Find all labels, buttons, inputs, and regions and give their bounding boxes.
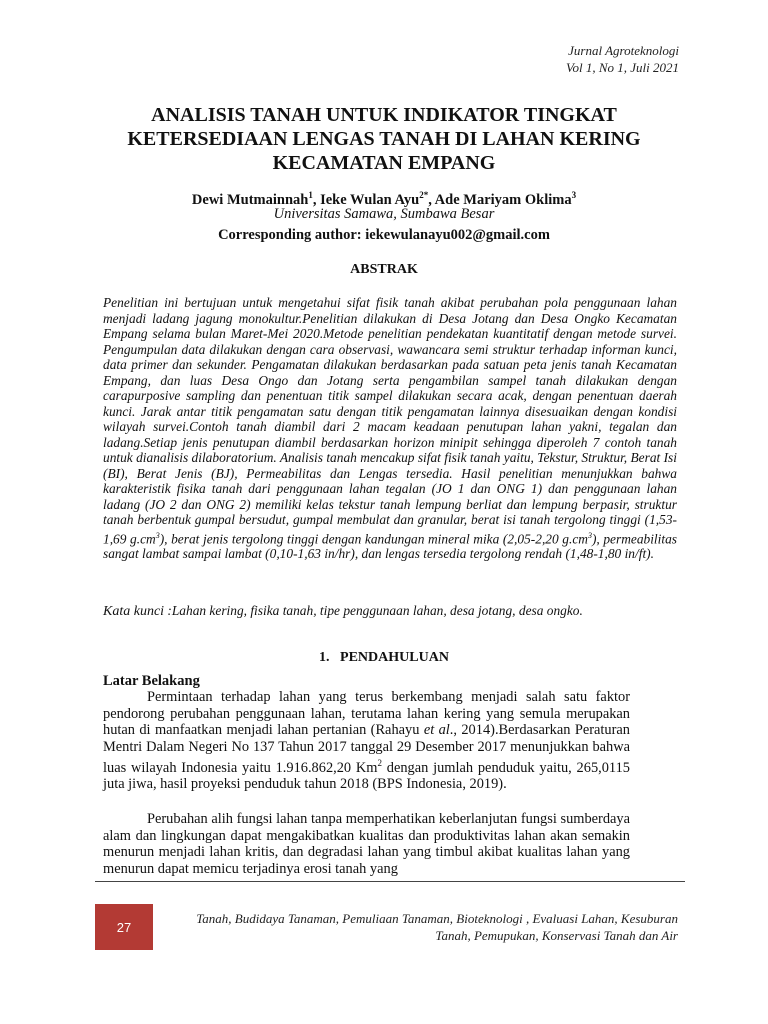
author-affil-mark: 1 (308, 190, 313, 200)
author-affil-mark: 3 (571, 190, 577, 200)
section-heading: 1. PENDAHULUAN (319, 650, 449, 665)
author-name: Ade Mariyam Oklima (434, 191, 572, 208)
keywords (103, 603, 677, 620)
paragraph-italic: et al (423, 722, 450, 738)
abstract-part: ), berat jenis tergolong tinggi dengan kandungan mineral mika (2,05-2,20 g.cm (159, 530, 588, 546)
abstract-heading: ABSTRAK (350, 262, 418, 277)
footer-topics (158, 910, 678, 944)
paragraph-part: dengan jumlah penduduk yaitu, 265,0115 juta jiwa, hasil proyeksi penduduk tahun 2018 (BPS Indonesia, 2019). (103, 759, 630, 793)
title-line: KECAMATAN EMPANG (272, 152, 496, 174)
subsection-heading: Latar Belakang (103, 673, 200, 689)
keywords-text: :Lahan kering, fisika tanah, tipe penggunaan lahan, desa jotang, desa ongko. (164, 603, 583, 618)
superscript: 3 (155, 530, 160, 540)
keywords-label: Kata kunci (103, 604, 165, 619)
author-separator: , (312, 191, 321, 208)
paragraph-part: Permintaan terhadap lahan yang terus berkembang menjadi salah satu faktor pendorong perubahan penggunaan lahan, terutama lahan kering yang semula merupakan hutan di manfaatkan menjadi lahan pertanian (Rahayu (103, 689, 630, 738)
paragraph-part: ., 2014).Berdasarkan Peraturan Mentri Dalam Negeri No 137 Tahun 2017 tanggal 29 Desember 2017 menunjukkan bahwa luas wilayah Indonesia yaitu 1.916.862,20 Km (103, 722, 630, 776)
page-number-box (95, 904, 153, 950)
abstract-part: ), permeabilitas sangat lambat sampai lambat (0,10-1,63 in/hr), dan lengas tersedia tergolong rendah (1,48-1,80 in/ft). (103, 530, 678, 562)
corresponding-author: Corresponding author: iekewulanayu002@gmail.com (218, 227, 550, 243)
superscript: 3 (587, 530, 592, 540)
journal-header (566, 42, 679, 76)
abstract-text (103, 295, 677, 562)
page-number: 27 (116, 919, 132, 935)
journal-name: Jurnal Agroteknologi (568, 43, 679, 58)
footer-divider (95, 881, 685, 882)
author-name: Ieke Wulan Ayu (320, 191, 420, 208)
abstract-part: Penelitian ini bertujuan untuk mengetahui sifat fisik tanah akibat perubahan pola penggunaan lahan menjadi ladang jagung monokultur.Penelitian dilakukan di Desa Jotang dan Desa Ongko Kecamatan Empang selama bulan Maret-Mei 2020.Metode penelitian pendekatan kuantitatif dengan metode survei. Pengumpulan data dilakukan dengan cara observasi, wawancara semi struktur terhadap informan kunci, data primer dan sekunder. Pengamatan dilakukan berdasarkan pada satuan peta jenis tanah Kecamatan Empang, dan luas Desa Ongo dan Jotang serta pengambilan sampel tanah dilakukan dengan carapurposive sampling dan penentuan titik sampel dilakukan secara acak, dengan penentuan daerah kunci. Jarak antar titik pengamatan satu dengan titik pengamatan lainnya disesuaikan dengan kondisi wilayah survei.Contoh tanah diambil dari 2 macam keadaan penutupan lahan yakni, tegalan dan ladang.Setiap jenis penutupan diambil berdasarkan horizon minipit sehingga diperoleh 7 contoh tanah untuk dianalisis dilaboratorium. Analisis tanah mencakup sifat fisik tanah yaitu, Tekstur, Struktur, Berat Isi (BI), Berat Jenis (BJ), Permeabilitas dan Lengas tersedia. Hasil penelitian menunjukkan bahwa karakteristik fisika tanah dari penggunaan lahan tegalan (JO 1 dan ONG 1) dan penggunaan lahan ladang (JO 2 dan ONG 2) memiliki kelas tekstur tanah lempung berliat dan lempung berpasir, struktur tanah berbentuk gumpal bersudut, gumpal membulat dan granular, berat isi tanah tergolong tinggi (1,53-1,69 g.cm (103, 295, 677, 546)
footer-line: Tanah, Budidaya Tanaman, Pemuliaan Tanaman, Bioteknologi , Evaluasi Lahan, Kesuburan (196, 911, 678, 926)
affiliation: Universitas Samawa, Sumbawa Besar (273, 206, 495, 222)
body-paragraph (103, 689, 630, 793)
title-line: KETERSEDIAAN LENGAS TANAH DI LAHAN KERING (127, 128, 641, 150)
author-name: Dewi Mutmainnah (191, 191, 309, 208)
author-affil-mark: 2* (419, 190, 429, 200)
body-paragraph: Perubahan alih fungsi lahan tanpa memperhatikan keberlanjutan fungsi sumberdaya alam dan lingkungan dapat mengakibatkan kualitas dan produktivitas lahan akan semakin menurun menjadi lahan kritis, dan degradasi lahan yang timbul akibat kualitas lahan yang menurun dapat memicu terjadinya erosi tanah yang (103, 811, 630, 877)
superscript: 2 (377, 758, 382, 768)
volume-info: Vol 1, No 1, Juli 2021 (565, 60, 679, 75)
paper-title (0, 103, 768, 175)
title-line: ANALISIS TANAH UNTUK INDIKATOR TINGKAT (151, 104, 617, 126)
author-separator: , (428, 191, 435, 208)
footer-line: Tanah, Pemupukan, Konservasi Tanah dan Air (435, 928, 678, 943)
